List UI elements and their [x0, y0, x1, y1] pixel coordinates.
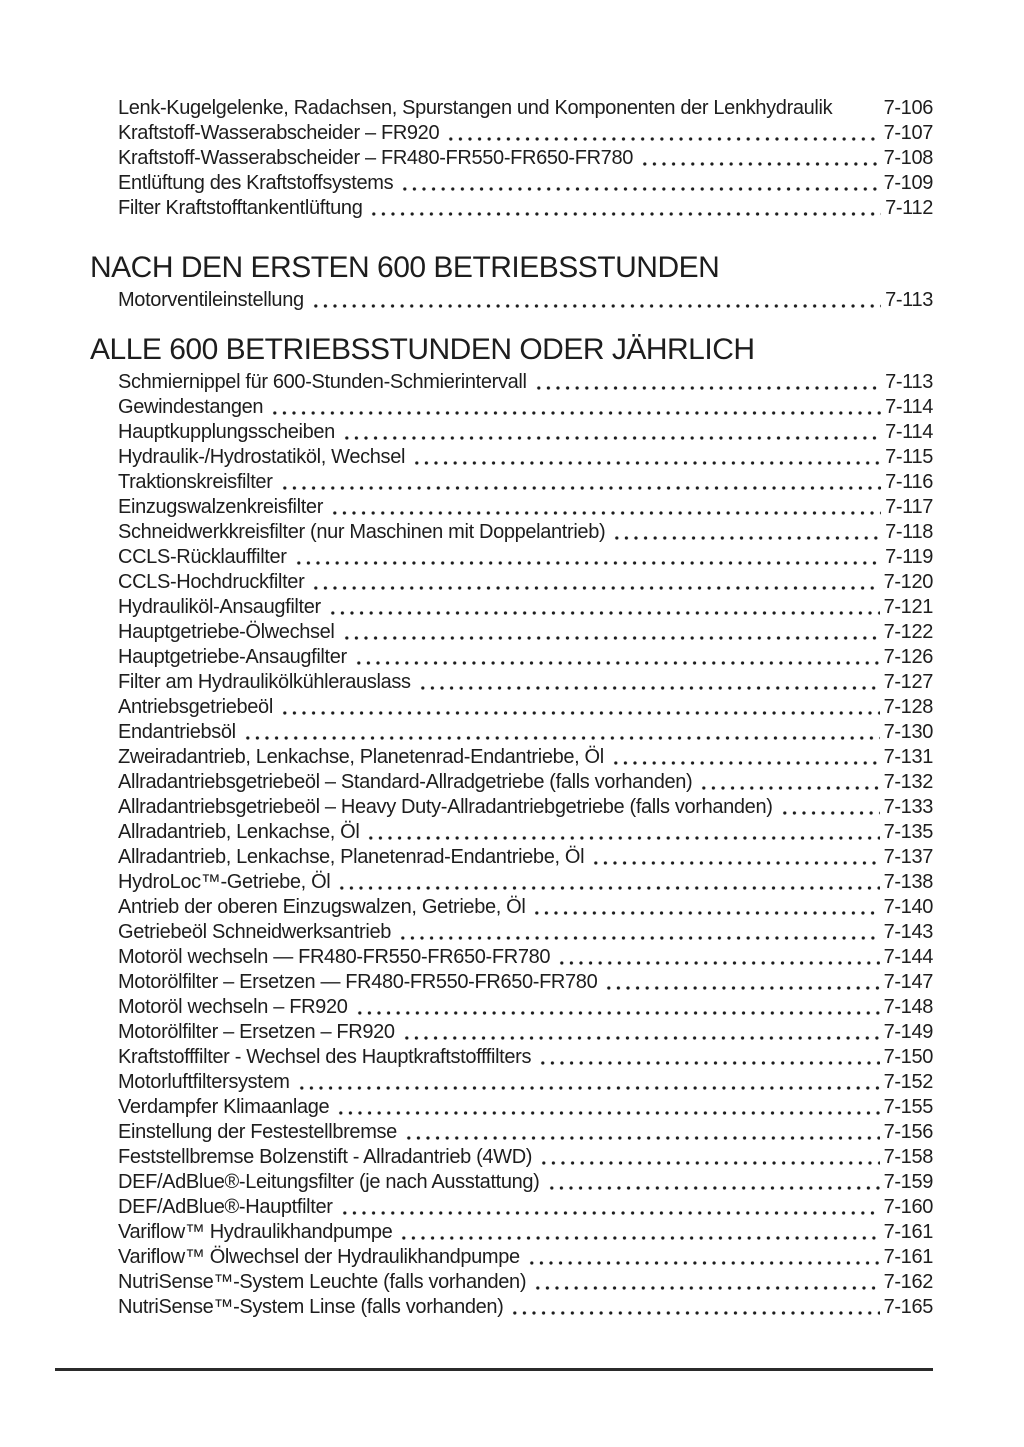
table-of-contents: [90, 96, 933, 1320]
toc-entry: [118, 1045, 933, 1070]
toc-entry-label: Lenk-Kugelgelenke, Radachsen, Spurstangen und Komponenten der Lenkhydraulik: [118, 97, 833, 119]
dot-leader: [697, 770, 879, 795]
toc-entry-page: 7-113: [885, 289, 933, 311]
toc-entry-label: Endantriebsöl: [118, 721, 236, 743]
toc-entry-label: Motorölfilter – Ersetzen – FR920: [118, 1021, 395, 1043]
toc-entry-page: 7-162: [883, 1271, 933, 1293]
footer-divider-line: [55, 1368, 933, 1371]
dot-leader: [309, 570, 879, 595]
toc-entry: [118, 820, 933, 845]
toc-entry-page: 7-150: [883, 1046, 933, 1068]
toc-entry: [118, 495, 933, 520]
toc-entry: [118, 520, 933, 545]
toc-entry-page: 7-161: [883, 1221, 933, 1243]
toc-entry: [118, 920, 933, 945]
toc-entry-page: 7-114: [885, 396, 933, 418]
toc-entry: [118, 1220, 933, 1245]
section-heading: ALLE 600 BETRIEBSSTUNDEN ODER JÄHRLICH: [90, 333, 755, 366]
dot-leader: [340, 420, 881, 445]
toc-entry-label: DEF/AdBlue®-Hauptfilter: [118, 1196, 333, 1218]
toc-entry: [118, 1120, 933, 1145]
toc-entry-label: Gewindestangen: [118, 396, 264, 418]
toc-entry: [118, 1095, 933, 1120]
toc-entry: [118, 970, 933, 995]
dot-leader: [338, 1195, 880, 1220]
toc-entry: [118, 645, 933, 670]
toc-entry: [118, 1295, 933, 1320]
toc-entry-page: 7-131: [883, 746, 933, 768]
toc-entry-page: 7-118: [885, 521, 933, 543]
toc-entry-page: 7-152: [883, 1071, 933, 1093]
toc-entry-page: 7-114: [885, 421, 933, 443]
toc-entry: [118, 1020, 933, 1045]
toc-entry-page: 7-160: [883, 1196, 933, 1218]
dot-leader: [545, 1170, 880, 1195]
toc-entry: [118, 420, 933, 445]
toc-entry: [118, 470, 933, 495]
toc-entry: [118, 720, 933, 745]
toc-entry: [118, 370, 933, 395]
dot-leader: [353, 995, 880, 1020]
toc-entry: [118, 845, 933, 870]
toc-entry-page: 7-128: [883, 696, 933, 718]
dot-leader: [396, 920, 880, 945]
toc-entry-label: Traktionskreisfilter: [118, 471, 273, 493]
toc-entry-page: 7-106: [883, 97, 933, 119]
toc-entry: [118, 995, 933, 1020]
toc-entry: [118, 670, 933, 695]
dot-leader: [778, 795, 880, 820]
dot-leader: [397, 1220, 879, 1245]
toc-entry-label: Variflow™ Ölwechsel der Hydraulikhandpumpe: [118, 1246, 520, 1268]
toc-entry-page: 7-158: [883, 1146, 933, 1168]
toc-entry-page: 7-135: [883, 821, 933, 843]
dot-leader: [589, 845, 879, 870]
toc-entry-page: 7-117: [885, 496, 933, 518]
dot-leader: [609, 745, 880, 770]
dot-leader: [352, 645, 880, 670]
toc-entry: [118, 870, 933, 895]
toc-entry-label: Allradantriebsgetriebeöl – Standard-Allradgetriebe (falls vorhanden): [118, 771, 693, 793]
toc-entry-page: 7-156: [883, 1121, 933, 1143]
toc-entry-page: 7-140: [883, 896, 933, 918]
dot-leader: [278, 470, 881, 495]
toc-entry-label: Hauptgetriebe-Ansaugfilter: [118, 646, 347, 668]
toc-entry-label: Hauptgetriebe-Ölwechsel: [118, 621, 335, 643]
toc-entry-label: Schneidwerkkreisfilter (nur Maschinen mit Doppelantrieb): [118, 521, 606, 543]
toc-entry: [118, 146, 933, 171]
toc-entry: [118, 1245, 933, 1270]
dot-leader: [837, 96, 879, 121]
toc-entry-page: 7-149: [883, 1021, 933, 1043]
toc-entry-page: 7-127: [883, 671, 933, 693]
dot-leader: [531, 1270, 879, 1295]
toc-entry-label: NutriSense™-System Leuchte (falls vorhanden): [118, 1271, 527, 1293]
toc-entry-page: 7-148: [883, 996, 933, 1018]
dot-leader: [335, 870, 879, 895]
toc-entry-label: CCLS-Hochdruckfilter: [118, 571, 305, 593]
dot-leader: [530, 895, 879, 920]
dot-leader: [398, 171, 879, 196]
toc-entry-label: DEF/AdBlue®-Leitungsfilter (je nach Ausstattung): [118, 1171, 540, 1193]
toc-entry-page: 7-116: [885, 471, 933, 493]
toc-entry-label: Allradantrieb, Lenkachse, Öl: [118, 821, 360, 843]
toc-entry-label: Kraftstofffilter - Wechsel des Hauptkraftstofffilters: [118, 1046, 532, 1068]
toc-entry-page: 7-108: [883, 147, 933, 169]
toc-entry: [118, 1145, 933, 1170]
toc-entry-page: 7-144: [883, 946, 933, 968]
toc-entry-page: 7-137: [883, 846, 933, 868]
dot-leader: [400, 1020, 880, 1045]
toc-entry-page: 7-165: [883, 1296, 933, 1318]
dot-leader: [537, 1145, 879, 1170]
dot-leader: [638, 146, 880, 171]
toc-entry: [118, 445, 933, 470]
dot-leader: [326, 595, 880, 620]
dot-leader: [610, 520, 881, 545]
toc-entry-label: Schmiernippel für 600-Stunden-Schmierintervall: [118, 371, 527, 393]
toc-entry-page: 7-121: [883, 596, 933, 618]
toc-entry-page: 7-119: [885, 546, 933, 568]
toc-entry-label: Allradantriebsgetriebeöl – Heavy Duty-Allradantriebgetriebe (falls vorhanden): [118, 796, 773, 818]
toc-entry-page: 7-133: [883, 796, 933, 818]
toc-entry-label: Kraftstoff-Wasserabscheider – FR920: [118, 122, 440, 144]
dot-leader: [268, 395, 881, 420]
toc-entry-page: 7-132: [883, 771, 933, 793]
dot-leader: [340, 620, 880, 645]
dot-leader: [295, 1070, 880, 1095]
toc-entry-label: Getriebeöl Schneidwerksantrieb: [118, 921, 391, 943]
toc-entry-label: Verdampfer Klimaanlage: [118, 1096, 330, 1118]
dot-leader: [602, 970, 879, 995]
dot-leader: [402, 1120, 880, 1145]
toc-entry-label: Antriebsgetriebeöl: [118, 696, 273, 718]
toc-entry-label: Variflow™ Hydraulikhandpumpe: [118, 1221, 393, 1243]
toc-entry-label: Motorölfilter – Ersetzen — FR480-FR550-FR650-FR780: [118, 971, 598, 993]
toc-entry: [118, 620, 933, 645]
toc-entry-label: Einstellung der Festestellbremse: [118, 1121, 397, 1143]
toc-rows: [90, 96, 933, 221]
dot-leader: [536, 1045, 879, 1070]
toc-entry: [118, 395, 933, 420]
toc-entry: [118, 945, 933, 970]
toc-entry-label: Zweiradantrieb, Lenkachse, Planetenrad-Endantriebe, Öl: [118, 746, 604, 768]
toc-entry-page: 7-113: [885, 371, 933, 393]
toc-entry-page: 7-159: [883, 1171, 933, 1193]
toc-entry-page: 7-155: [883, 1096, 933, 1118]
toc-entry-page: 7-120: [883, 571, 933, 593]
toc-entry-page: 7-115: [885, 446, 933, 468]
toc-entry: [118, 595, 933, 620]
toc-entry-label: Motoröl wechseln – FR920: [118, 996, 348, 1018]
toc-entry-page: 7-130: [883, 721, 933, 743]
toc-entry-label: NutriSense™-System Linse (falls vorhanden): [118, 1296, 504, 1318]
toc-entry: [118, 795, 933, 820]
toc-entry: [118, 288, 933, 313]
toc-entry: [118, 121, 933, 146]
dot-leader: [508, 1295, 879, 1320]
dot-leader: [241, 720, 880, 745]
toc-entry-label: Kraftstoff-Wasserabscheider – FR480-FR550-FR650-FR780: [118, 147, 633, 169]
toc-entry-label: Feststellbremse Bolzenstift - Allradantrieb (4WD): [118, 1146, 533, 1168]
toc-entry: [118, 1070, 933, 1095]
dot-leader: [410, 445, 881, 470]
toc-entry: [118, 1195, 933, 1220]
toc-entry-label: Motorventileinstellung: [118, 289, 304, 311]
toc-entry: [118, 545, 933, 570]
toc-rows: [90, 288, 933, 313]
toc-entry: [118, 1170, 933, 1195]
dot-leader: [292, 545, 881, 570]
dot-leader: [309, 288, 881, 313]
toc-entry-label: HydroLoc™-Getriebe, Öl: [118, 871, 331, 893]
toc-entry-page: 7-109: [883, 172, 933, 194]
dot-leader: [416, 670, 880, 695]
toc-entry: [118, 1270, 933, 1295]
dot-leader: [532, 370, 881, 395]
toc-entry-label: Allradantrieb, Lenkachse, Planetenrad-Endantriebe, Öl: [118, 846, 585, 868]
toc-entry: [118, 196, 933, 221]
dot-leader: [278, 695, 880, 720]
toc-entry-label: Hauptkupplungsscheiben: [118, 421, 335, 443]
toc-entry: [118, 96, 933, 121]
dot-leader: [334, 1095, 879, 1120]
toc-rows: [90, 370, 933, 1320]
dot-leader: [328, 495, 881, 520]
dot-leader: [364, 820, 879, 845]
toc-section-continued: [90, 96, 933, 221]
toc-entry-label: Hydraulik-/Hydrostatiköl, Wechsel: [118, 446, 406, 468]
toc-entry-page: 7-122: [883, 621, 933, 643]
dot-leader: [367, 196, 881, 221]
toc-entry-page: 7-147: [883, 971, 933, 993]
toc-entry-page: 7-112: [885, 197, 933, 219]
toc-entry-page: 7-138: [883, 871, 933, 893]
toc-entry: [118, 770, 933, 795]
toc-section-after-first-600-hours: [90, 248, 933, 313]
toc-entry: [118, 745, 933, 770]
toc-entry-label: Motorluftfiltersystem: [118, 1071, 290, 1093]
toc-entry-label: Antrieb der oberen Einzugswalzen, Getriebe, Öl: [118, 896, 526, 918]
toc-entry-page: 7-143: [883, 921, 933, 943]
dot-leader: [525, 1245, 880, 1270]
toc-entry-label: Filter Kraftstofftankentlüftung: [118, 197, 363, 219]
toc-entry-label: Einzugswalzenkreisfilter: [118, 496, 324, 518]
toc-entry: [118, 171, 933, 196]
dot-leader: [444, 121, 879, 146]
toc-entry-label: CCLS-Rücklauffilter: [118, 546, 287, 568]
toc-entry-label: Filter am Hydraulikölkühlerauslass: [118, 671, 411, 693]
toc-entry-page: 7-126: [883, 646, 933, 668]
toc-entry-label: Motoröl wechseln — FR480-FR550-FR650-FR780: [118, 946, 551, 968]
toc-entry: [118, 695, 933, 720]
toc-section-every-600-hours-or-yearly: [90, 330, 933, 1320]
toc-entry-page: 7-161: [883, 1246, 933, 1268]
toc-entry-label: Hydrauliköl-Ansaugfilter: [118, 596, 321, 618]
dot-leader: [555, 945, 879, 970]
toc-entry-page: 7-107: [883, 122, 933, 144]
toc-entry: [118, 570, 933, 595]
section-heading: NACH DEN ERSTEN 600 BETRIEBSSTUNDEN: [90, 251, 720, 284]
toc-entry-label: Entlüftung des Kraftstoffsystems: [118, 172, 394, 194]
toc-entry: [118, 895, 933, 920]
